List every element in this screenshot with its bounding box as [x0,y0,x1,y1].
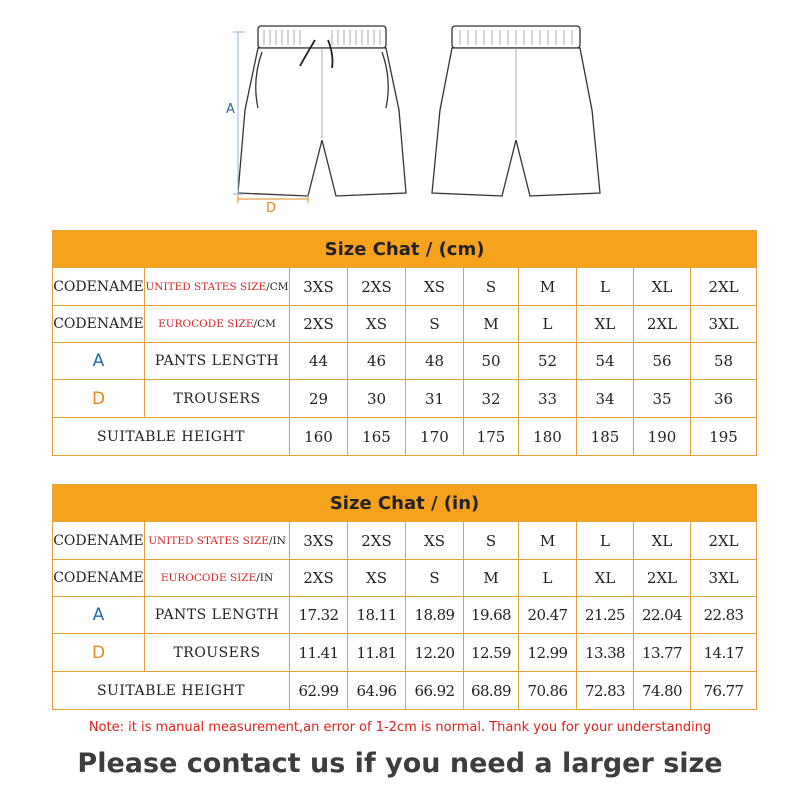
chart-title-row [53,231,757,268]
size-cell: 3XL [691,560,757,597]
value-cell: 30 [348,380,406,418]
size-cell: M [519,522,577,560]
size-cell: XL [577,306,634,343]
size-cell: S [406,306,464,343]
size-cell: 2XS [290,306,348,343]
value-cell: 56 [634,343,691,380]
value-cell: 35 [634,380,691,418]
contact-banner: Please contact us if you need a larger size [77,748,723,779]
value-cell: 31 [406,380,464,418]
eu-size-row [53,560,757,597]
size-cell: 2XL [634,560,691,597]
us-size-row [53,268,757,306]
codename-label: CODENAME [53,560,145,597]
value-cell: 165 [348,418,406,456]
value-cell: 32 [464,380,519,418]
value-cell: 11.41 [290,634,348,672]
trousers-row [53,634,757,672]
value-cell: 14.17 [691,634,757,672]
value-cell: 190 [634,418,691,456]
chart-title-row [53,485,757,522]
value-cell: 44 [290,343,348,380]
size-cell: 3XS [290,268,348,306]
trousers-label: TROUSERS [145,380,290,418]
value-cell: 12.20 [406,634,464,672]
size-cell: L [519,560,577,597]
size-cell: 2XS [348,522,406,560]
size-cell: XS [406,522,464,560]
value-cell: 58 [691,343,757,380]
value-cell: 195 [691,418,757,456]
size-cell: M [464,306,519,343]
us-size-label: UNITED STATES SIZE/IN [145,522,290,560]
size-cell: XL [634,268,691,306]
size-cell: 2XL [634,306,691,343]
suitable-height-label: SUITABLE HEIGHT [53,418,290,456]
size-cell: S [464,268,519,306]
value-cell: 66.92 [406,672,464,710]
measure-d-letter: D [53,380,145,418]
value-cell: 22.04 [634,597,691,634]
value-cell: 18.11 [348,597,406,634]
value-cell: 19.68 [464,597,519,634]
eu-size-row [53,306,757,343]
chart-title: Size Chat / (cm) [53,231,757,268]
value-cell: 21.25 [577,597,634,634]
value-cell: 180 [519,418,577,456]
codename-label: CODENAME [53,306,145,343]
shorts-front-drawing [238,26,406,196]
size-cell: L [577,268,634,306]
measure-d-letter: D [53,634,145,672]
suitable-height-row [53,672,757,710]
size-cell: S [406,560,464,597]
value-cell: 12.99 [519,634,577,672]
measure-a-letter: A [53,597,145,634]
shorts-back-drawing [432,26,600,196]
size-cell: 3XS [290,522,348,560]
size-chart-in [52,484,757,710]
measure-a-letter: A [53,343,145,380]
size-cell: M [519,268,577,306]
value-cell: 48 [406,343,464,380]
value-cell: 185 [577,418,634,456]
size-cell: S [464,522,519,560]
value-cell: 17.32 [290,597,348,634]
size-cell: XS [348,560,406,597]
value-cell: 22.83 [691,597,757,634]
us-size-label: UNITED STATES SIZE/CM [145,268,290,306]
value-cell: 13.38 [577,634,634,672]
value-cell: 70.86 [519,672,577,710]
value-cell: 46 [348,343,406,380]
value-cell: 74.80 [634,672,691,710]
value-cell: 20.47 [519,597,577,634]
pants-length-label: PANTS LENGTH [145,597,290,634]
size-cell: XL [577,560,634,597]
eu-size-label: EUROCODE SIZE/IN [145,560,290,597]
size-cell: 2XL [691,522,757,560]
size-cell: 2XS [348,268,406,306]
size-cell: L [577,522,634,560]
size-cell: XS [348,306,406,343]
value-cell: 68.89 [464,672,519,710]
value-cell: 170 [406,418,464,456]
eu-size-label: EUROCODE SIZE/CM [145,306,290,343]
value-cell: 13.77 [634,634,691,672]
size-cell: 3XL [691,306,757,343]
measure-d-label: D [266,201,277,215]
trousers-label: TROUSERS [145,634,290,672]
shorts-diagram [0,0,800,215]
suitable-height-row [53,418,757,456]
value-cell: 160 [290,418,348,456]
size-cell: 2XS [290,560,348,597]
pants-length-row [53,343,757,380]
codename-label: CODENAME [53,522,145,560]
value-cell: 33 [519,380,577,418]
pants-length-label: PANTS LENGTH [145,343,290,380]
value-cell: 64.96 [348,672,406,710]
size-cell: L [519,306,577,343]
size-cell: 2XL [691,268,757,306]
size-cell: XL [634,522,691,560]
codename-label: CODENAME [53,268,145,306]
measurement-note: Note: it is manual measurement,an error of 1-2cm is normal. Thank you for your understanding [88,720,712,735]
trousers-row [53,380,757,418]
value-cell: 34 [577,380,634,418]
value-cell: 54 [577,343,634,380]
value-cell: 12.59 [464,634,519,672]
us-size-row [53,522,757,560]
value-cell: 52 [519,343,577,380]
value-cell: 18.89 [406,597,464,634]
size-chart-cm [52,230,757,456]
value-cell: 11.81 [348,634,406,672]
value-cell: 76.77 [691,672,757,710]
value-cell: 175 [464,418,519,456]
chart-title: Size Chat / (in) [53,485,757,522]
value-cell: 50 [464,343,519,380]
value-cell: 29 [290,380,348,418]
value-cell: 36 [691,380,757,418]
value-cell: 72.83 [577,672,634,710]
suitable-height-label: SUITABLE HEIGHT [53,672,290,710]
value-cell: 62.99 [290,672,348,710]
pants-length-row [53,597,757,634]
size-cell: M [464,560,519,597]
size-cell: XS [406,268,464,306]
measure-a-label: A [226,102,235,117]
